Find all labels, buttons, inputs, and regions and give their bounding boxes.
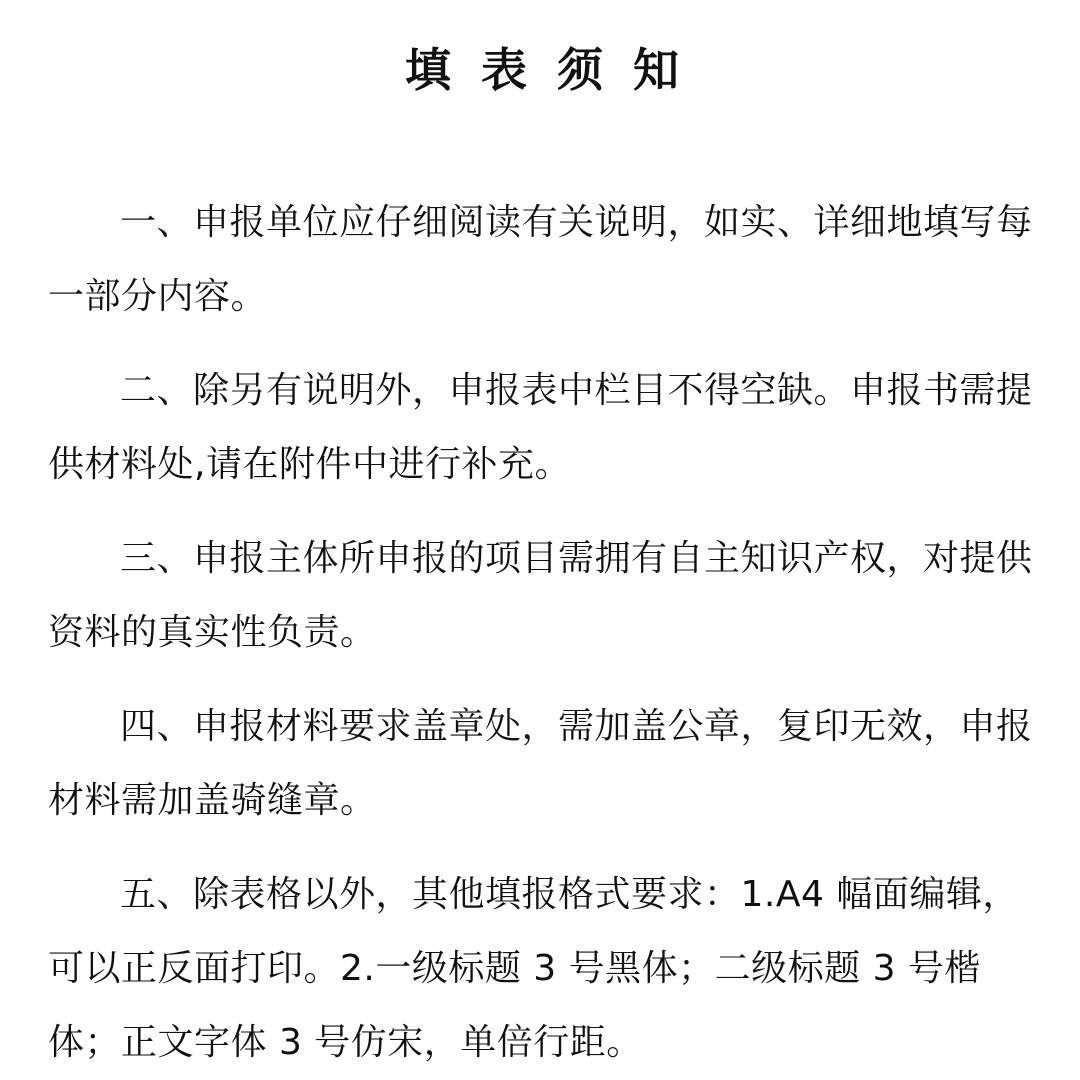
paragraph-5: 五、除表格以外，其他填报格式要求：1.A4 幅面编辑，可以正反面打印。2.一级标题 3 号黑体；二级标题 3 号楷体；正文字体 3 号仿宋，单倍行距。 <box>48 874 1019 1063</box>
document-title: 填表须知 <box>405 43 709 97</box>
paragraph-4: 四、申报材料要求盖章处，需加盖公章，复印无效，申报材料需加盖骑缝章。 <box>48 706 1033 821</box>
paragraph-1: 一、申报单位应仔细阅读有关说明，如实、详细地填写每一部分内容。 <box>48 202 1033 317</box>
paragraph-3: 三、申报主体所申报的项目需拥有自主知识产权，对提供资料的真实性负责。 <box>48 538 1033 653</box>
document-body <box>48 186 1036 1080</box>
paragraph-2: 二、除另有说明外，申报表中栏目不得空缺。申报书需提供材料处,请在附件中进行补充。 <box>48 370 1033 485</box>
